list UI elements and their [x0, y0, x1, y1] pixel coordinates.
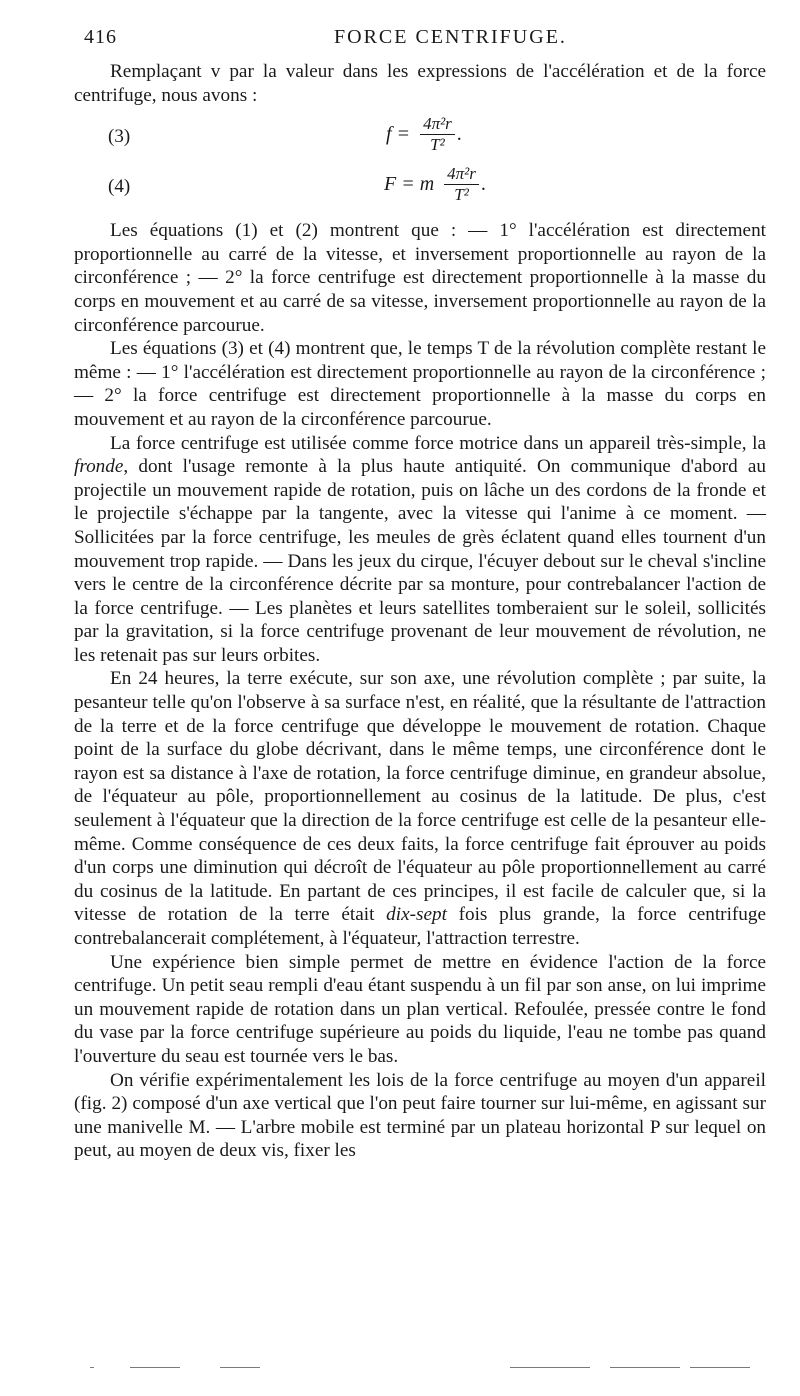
fraction-numerator: 4π²r: [444, 165, 479, 185]
print-mark: [220, 1367, 260, 1368]
intro-paragraph: Remplaçant v par la valeur dans les expressions de l'accélération et de la force centrifuge, nous avons :: [74, 61, 766, 106]
print-mark: [610, 1367, 680, 1368]
paragraph-apparatus: On vérifie expérimentalement les lois de la force centrifuge au moyen d'un appareil (fig. 2) composé d'un axe vertical que l'on peut faire tourner sur lui-même, en agissant sur une manivelle M. — L'arbre mobile est terminé par un plateau horizontal P sur lequel on peut, au moyen de deux vis, fixer les: [74, 1069, 766, 1162]
equation-lhs: f =: [386, 122, 411, 145]
equation-4: [74, 165, 766, 215]
equation-number: (3): [108, 126, 131, 148]
text-run: La force centrifuge est utilisée comme force motrice dans un appareil très-simple, la: [110, 432, 766, 454]
equation-body: [384, 165, 486, 204]
paragraph-earth-rotation: [74, 667, 766, 950]
print-mark: [690, 1367, 750, 1368]
print-mark: [90, 1367, 94, 1368]
emphasis-term: dix-sept: [386, 904, 447, 926]
paragraph-fronde: [74, 432, 766, 668]
equation-number: (4): [108, 176, 131, 198]
running-title: FORCE CENTRIFUGE.: [334, 26, 567, 48]
equation-trail: .: [456, 122, 462, 145]
fraction-denominator: T²: [454, 185, 469, 205]
page-number: 416: [84, 26, 117, 48]
equation-3: [74, 115, 766, 165]
print-mark: [510, 1367, 590, 1368]
fraction: [444, 165, 479, 204]
text-run: fois plus grande, la force centrifuge contrebalancerait complétement, à l'équateur, l'attraction terrestre.: [74, 904, 766, 949]
fraction: [420, 115, 455, 154]
paragraph-bucket-experiment: Une expérience bien simple permet de mettre en évidence l'action de la force centrifuge. Un petit seau rempli d'eau étant suspendu à un fil par son anse, on lui imprime un mouvement rapide de rotation dans un plan vertical. Refoulée, pressée contre le fond du vase par la force centrifuge supérieure au poids du liquide, l'eau ne tombe pas quand l'ouverture du seau est tournée vers le bas.: [74, 951, 766, 1067]
text-run: En 24 heures, la terre exécute, sur son axe, une révolution complète ; par suite, la pesanteur telle qu'on l'observe à sa surface n'est, en réalité, que la résultante de l'attraction de la terre et de la force centrifuge que développe le mouvement de rotation. Chaque point de la surface du globe décrivant, dans le même temps, une circonférence dont le rayon est sa distance à l'axe de rotation, la force centrifuge diminue, en grandeur absolue, de l'équateur au pôle, proportionnellement au cosinus de la latitude. De plus, c'est seulement à l'équateur que la direction de la force centrifuge est celle de la pesanteur elle-même. Comme conséquence de ces deux faits, la force centrifuge fait éprouver au poids d'un corps une diminution qui décroît de l'équateur au pôle proportionnellement au carré du cosinus de la latitude. En partant de ces principes, il est facile de calculer que, si la vitesse de rotation de la terre était: [74, 668, 766, 926]
page-header: [84, 26, 764, 56]
equation-block: [74, 107, 766, 219]
paragraph-equations-1-2: Les équations (1) et (2) montrent que : — 1° l'accélération est directement proportionnelle au carré de la vitesse, et inversement proportionnelle au rayon de la circonférence ; — 2° la force centrifuge est directement proportionnelle à la masse du corps en mouvement et au carré de sa vitesse, inversement proportionnelle au rayon de la circonférence parcourue.: [74, 220, 766, 336]
fraction-numerator: 4π²r: [420, 115, 455, 135]
emphasis-term: fronde: [74, 456, 124, 478]
fraction-denominator: T²: [430, 135, 445, 155]
text-run: , dont l'usage remonte à la plus haute antiquité. On communique d'abord au projectile un mouvement rapide de rotation, puis on lâche un des cordons de la fronde et le projectile s'échappe par la tangente, avec la vitesse qui l'anime à ce moment. — Sollicitées par la force centrifuge, les meules de grès éclatent quand elles tournent d'un mouvement trop rapide. — Dans les jeux du cirque, l'écuyer debout sur le cheval s'incline vers le centre de la circonférence décrite par sa monture, pour contrebalancer l'action de la force centrifuge. — Les planètes et leurs satellites tomberaient sur le soleil, sollicités par la gravitation, si la force centrifuge provenant de leur mouvement de révolution, ne les retenait pas sur leurs orbites.: [74, 456, 766, 666]
footer-print-marks: [90, 1364, 750, 1372]
equation-lhs: F = m: [384, 172, 435, 195]
print-mark: [130, 1367, 180, 1368]
equation-body: [386, 115, 462, 154]
body-text: [74, 60, 766, 1163]
paragraph-equations-3-4: Les équations (3) et (4) montrent que, le temps T de la révolution complète restant le même : — 1° l'accélération est directement proportionnelle au rayon de la circonférence ; — 2° la force centrifuge est directement proportionnelle à la masse du corps en mouvement et au rayon de la circonférence parcourue.: [74, 338, 766, 430]
equation-trail: .: [480, 172, 486, 195]
